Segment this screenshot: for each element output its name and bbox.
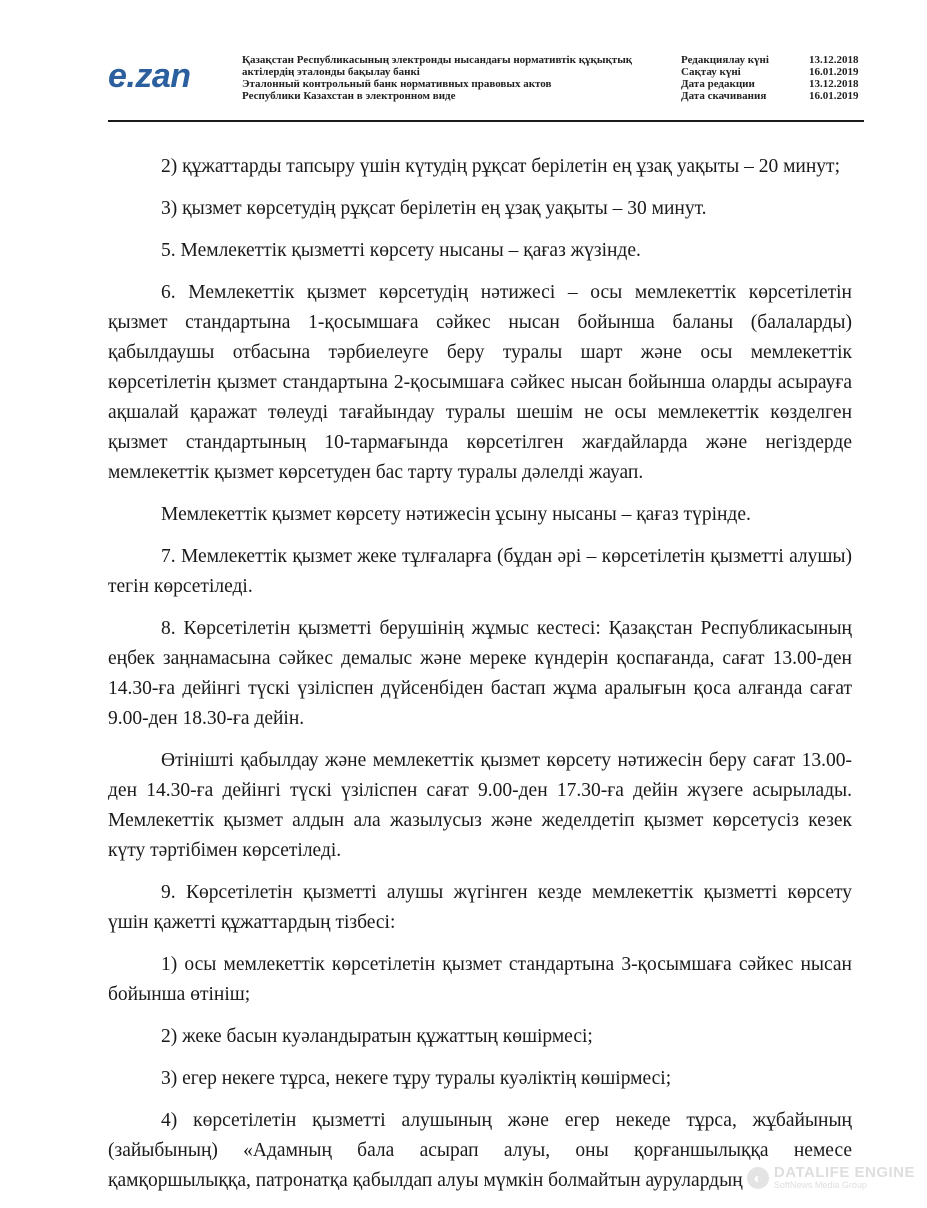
document-header — [108, 52, 864, 122]
watermark-text — [774, 1165, 915, 1190]
paragraph: 5. Мемлекеттік қызметті көрсету нысаны – қағаз жүзінде. — [161, 240, 641, 261]
datalife-watermark — [747, 1165, 915, 1190]
paragraph: Мемлекеттік қызмет көрсету нәтижесін ұсыну нысаны – қағаз түрінде. — [161, 504, 751, 525]
paragraph: Өтінішті қабылдау және мемлекеттік қызмет көрсету нәтижесін беру сағат 13.00-ден 14.30-ға дейінгі түскі үзіліспен сағат 9.00-ден 17.30-ға дейін жүзеге асырылады. Мемлекеттік қызмет алдын ала жазылусыз және жеделдетіп қызмет көрсетусіз кезек күту тәртібімен көрсетіледі. — [108, 750, 852, 861]
paragraph: 9. Көрсетілетін қызметті алушы жүгінген кезде мемлекеттік қызметті көрсету үшін қажетті құжаттардың тізбесі: — [108, 882, 852, 933]
meta-label: Редакциялау күні — [681, 54, 769, 66]
paragraph: 7. Мемлекеттік қызмет жеке тұлғаларға (бұдан әрі – көрсетілетін қызметті алушы) тегін көрсетіледі. — [108, 546, 852, 597]
meta-row — [681, 78, 865, 90]
header-description-line: Республики Казахстан в электронном виде — [242, 90, 456, 102]
paragraph: 2) құжаттарды тапсыру үшін күтудің рұқсат берілетін ең ұзақ уақыты – 20 минут; — [161, 156, 840, 177]
watermark-title: DATALIFE ENGINE — [773, 1164, 915, 1181]
meta-label: Сақтау күні — [681, 66, 741, 78]
paragraph: 6. Мемлекеттік қызмет көрсетудің нәтижесі – осы мемлекеттік көрсетілетін қызмет стандартына 1-қосымшаға сәйкес нысан бойынша баланы (балаларды) қабылдаушы отбасына тәрбиелеуге беру туралы шарт және осы мемлекеттік көрсетілетін қызмет стандартына 2-қосымшаға сәйкес нысан бойынша оларды асырауға ақшалай қаражат төлеуді тағайындау туралы шешім не осы мемлекеттік көзделген қызмет стандартының 10-тармағында көрсетілген жағдайларда және негіздерде мемлекеттік қызмет көрсетуден бас тарту туралы дәлелді жауап. — [108, 282, 852, 483]
meta-row — [681, 90, 865, 102]
header-description-line: актілердің эталонды бақылау банкі — [242, 66, 420, 78]
paragraph: 2) жеке басын куәландыратын құжаттың көшірмесі; — [161, 1026, 593, 1047]
paragraph: 4) көрсетілетін қызметті алушының және егер некеде тұрса, жұбайының (зайыбының) «Адамның бала асырап алуы, оны қорғаншылыққа немесе қамқоршылыққа, патронатқа қабылдап алуы мүмкін болмайтын аурулардың — [108, 1110, 852, 1191]
ezan-logo: e.zan — [108, 57, 191, 95]
paragraph: 3) егер некеге тұрса, некеге тұру туралы куәліктің көшірмесі; — [161, 1068, 672, 1089]
header-divider — [108, 120, 864, 122]
meta-value: 16.01.2019 — [809, 90, 859, 102]
header-dates — [681, 54, 865, 102]
document-body — [108, 152, 852, 1208]
meta-value: 16.01.2019 — [809, 66, 859, 78]
meta-value: 13.12.2018 — [809, 54, 859, 66]
paragraph: 3) қызмет көрсетудің рұқсат берілетін ең ұзақ уақыты – 30 минут. — [161, 198, 707, 219]
datalife-logo-icon: ◐ — [747, 1167, 769, 1189]
meta-label: Дата редакции — [681, 78, 755, 90]
meta-label: Дата скачивания — [681, 90, 767, 102]
watermark-subtitle: SoftNews Media Group — [773, 1180, 867, 1190]
header-description-line: Эталонный контрольный банк нормативных правовых актов — [242, 78, 552, 90]
paragraph: 8. Көрсетілетін қызметті берушінің жұмыс кестесі: Қазақстан Республикасының еңбек заңнамасына сәйкес демалыс және мереке күндерін қоспағанда, сағат 13.00-ден 14.30-ға дейінгі түскі үзіліспен дүйсенбіден бастап жұма аралығын қоса алғанда сағат 9.00-ден 18.30-ға дейін. — [108, 618, 852, 729]
header-description — [242, 54, 652, 102]
meta-value: 13.12.2018 — [809, 78, 859, 90]
meta-row — [681, 66, 865, 78]
header-description-line: Қазақстан Республикасының электронды нысандағы нормативтік құқықтық — [242, 54, 633, 66]
meta-row — [681, 54, 865, 66]
paragraph: 1) осы мемлекеттік көрсетілетін қызмет стандартына 3-қосымшаға сәйкес нысан бойынша өтініш; — [108, 954, 852, 1005]
